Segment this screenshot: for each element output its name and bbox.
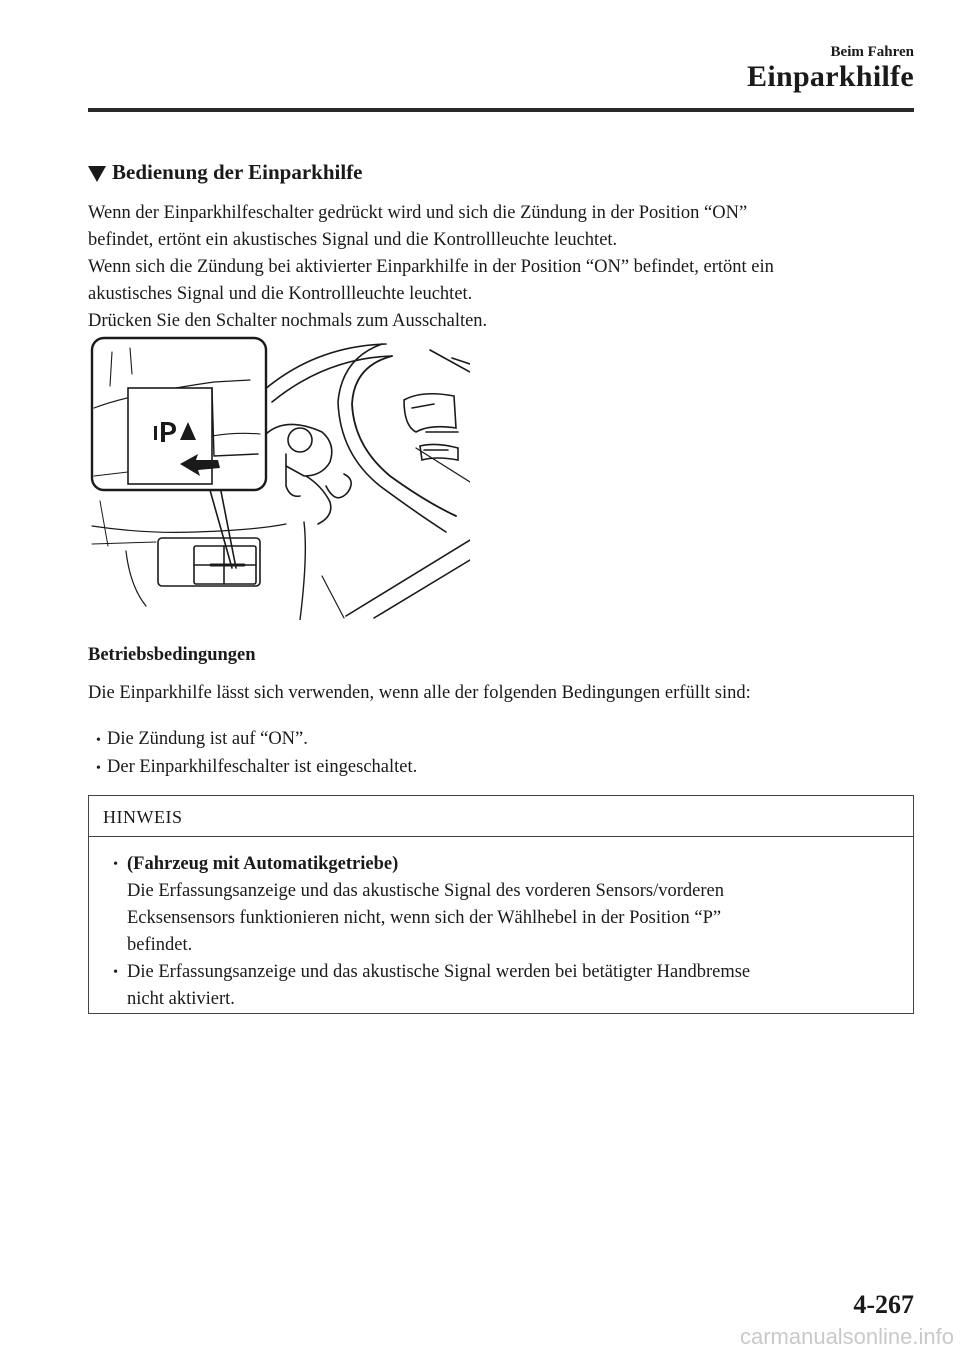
conditions-list xyxy=(96,726,417,782)
section-title: Einparkhilfe xyxy=(747,60,914,93)
note-line: Ecksensensors funktionieren nicht, wenn sich der Wählhebel in der Position “P” xyxy=(127,908,722,928)
note-list xyxy=(89,837,913,1013)
note-line: Die Erfassungsanzeige und das akustische Signal des vorderen Sensors/vorderen xyxy=(127,881,724,901)
list-item-text: Die Zündung ist auf “ON”. xyxy=(107,729,308,749)
note-line: Die Erfassungsanzeige und das akustische Signal werden bei betätigter Handbremse xyxy=(127,962,751,982)
paragraph-line: akustisches Signal und die Kontrollleuchte leuchtet. xyxy=(88,284,473,304)
operation-paragraph xyxy=(88,200,918,335)
paragraph-line: befindet, ertönt ein akustisches Signal und die Kontrollleuchte leuchtet. xyxy=(88,230,618,250)
conditions-heading: Betriebsbedingungen xyxy=(88,645,256,665)
note-item-text xyxy=(127,851,724,959)
header-rule xyxy=(88,108,914,112)
bullet-icon: • xyxy=(113,965,118,980)
subheading xyxy=(88,160,363,185)
note-item-title: (Fahrzeug mit Automatikgetriebe) xyxy=(127,854,399,874)
note-line: befindet. xyxy=(127,935,193,955)
triangle-marker-icon xyxy=(88,166,106,182)
conditions-intro: Die Einparkhilfe lässt sich verwenden, wenn alle der folgenden Bedingungen erfüllt sind: xyxy=(88,683,751,703)
note-heading: HINWEIS xyxy=(89,796,913,837)
bullet-icon: • xyxy=(96,733,101,748)
paragraph-line: Drücken Sie den Schalter nochmals zum Ausschalten. xyxy=(88,311,488,331)
page-number: 4-267 xyxy=(853,1290,914,1319)
note-item xyxy=(89,959,913,1013)
bullet-icon: • xyxy=(113,857,118,872)
note-box xyxy=(88,795,914,1014)
bullet-icon: • xyxy=(96,761,101,776)
watermark: carmanualsonline.info xyxy=(739,1324,954,1349)
note-line: nicht aktiviert. xyxy=(127,989,235,1009)
parking-sensor-switch-illustration xyxy=(86,336,470,620)
subheading-text: Bedienung der Einparkhilfe xyxy=(112,160,363,184)
list-item xyxy=(96,754,417,782)
paragraph-line: Wenn sich die Zündung bei aktivierter Einparkhilfe in der Position “ON” befindet, ertönt ein xyxy=(88,257,774,277)
list-item xyxy=(96,726,417,754)
note-item-text xyxy=(127,959,750,1013)
note-item xyxy=(89,851,913,959)
paragraph-line: Wenn der Einparkhilfeschalter gedrückt wird und sich die Zündung in der Position “ON” xyxy=(88,203,748,223)
list-item-text: Der Einparkhilfeschalter ist eingeschaltet. xyxy=(107,757,418,777)
chapter-title: Beim Fahren xyxy=(830,44,914,60)
